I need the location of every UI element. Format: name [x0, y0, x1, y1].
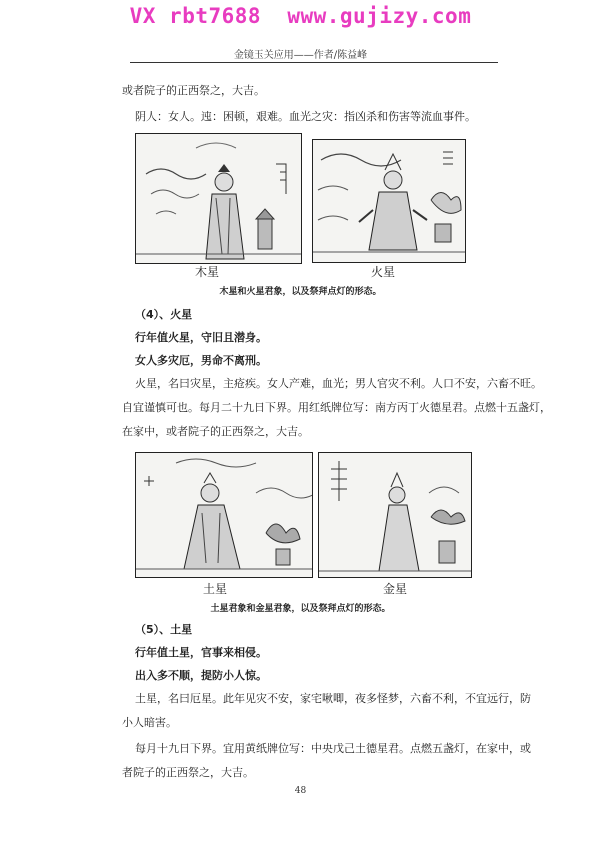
watermark: VX rbt7688 www.gujizy.com — [129, 4, 472, 28]
paragraph: 阴人：女人。迍：困顿，艰难。血光之灾：指凶杀和伤害等流血事件。 — [135, 110, 476, 123]
illustration-earth-star — [135, 452, 313, 578]
paragraph: 或者院子的正西祭之，大吉。 — [122, 84, 265, 97]
wood-star-drawing — [136, 134, 301, 263]
illustration-wood-star — [135, 133, 302, 264]
verse-line: 行年值火星，守旧且潜身。 — [135, 331, 267, 344]
section-heading: （4）、火星 — [135, 308, 193, 321]
verse-line: 女人多灾厄，男命不离刑。 — [135, 354, 267, 367]
page-number: 48 — [294, 786, 307, 796]
verse-line: 行年值土星，官事来相侵。 — [135, 646, 267, 659]
paragraph: 火星，名曰灾星，主疮疾。女人产难，血光；男人官灾不利。人口不安，六畜不旺。 — [135, 377, 542, 390]
fire-star-drawing — [313, 140, 465, 262]
paragraph: 土星，名曰厄星。此年见灾不安，家宅啾唧，夜多怪梦，六畜不利，不宜远行，防 — [135, 692, 531, 705]
metal-star-drawing — [319, 453, 471, 577]
header-rule — [130, 62, 498, 63]
illustration-fire-star — [312, 139, 466, 263]
figure2-left-label: 土星 — [203, 582, 228, 596]
paragraph: 小人暗害。 — [122, 716, 177, 729]
section-heading: （5）、土星 — [135, 623, 193, 636]
earth-star-drawing — [136, 453, 312, 577]
paragraph: 在家中，或者院子的正西祭之，大吉。 — [122, 425, 309, 438]
figure1-left-label: 木星 — [195, 265, 220, 279]
paragraph: 者院子的正西祭之，大吉。 — [122, 766, 254, 779]
figure2-right-label: 金星 — [383, 582, 408, 596]
running-header: 金镜玉关应用——作者/陈益峰 — [233, 50, 368, 61]
illustration-metal-star — [318, 452, 472, 578]
verse-line: 出入多不顺，提防小人惊。 — [135, 669, 267, 682]
paragraph: 自宜谨慎可也。每月二十九日下界。用红纸牌位写：南方丙丁火德星君。点燃十五盏灯， — [122, 401, 551, 414]
paragraph: 每月十九日下界。宜用黄纸牌位写：中央戊己土德星君。点燃五盏灯，在家中，或 — [135, 742, 531, 755]
figure1-right-label: 火星 — [371, 265, 396, 279]
figure2-caption: 土星君象和金星君象，以及祭拜点灯的形态。 — [210, 604, 391, 614]
figure1-caption: 木星和火星君象，以及祭拜点灯的形态。 — [219, 287, 382, 297]
